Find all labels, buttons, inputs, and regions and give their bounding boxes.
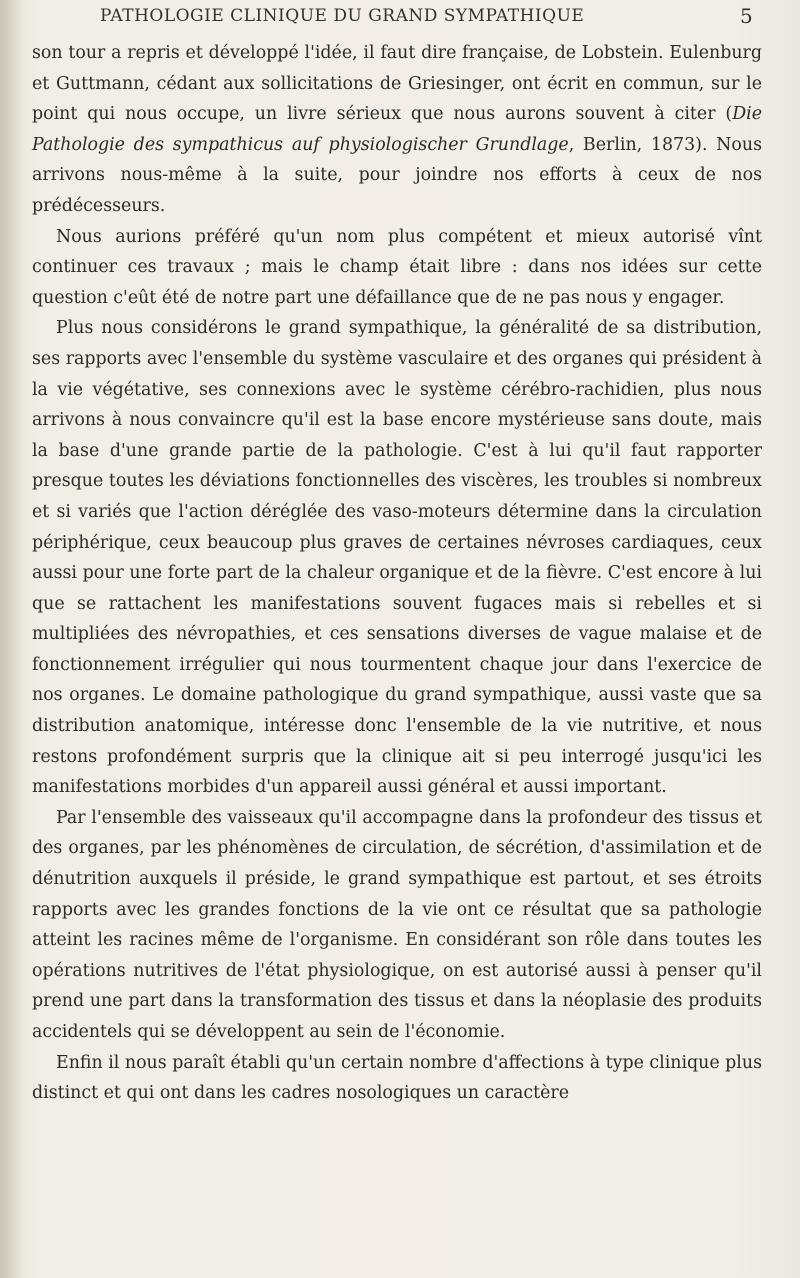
paragraph-4: Par l'ensemble des vaisseaux qu'il accompagne dans la profondeur des tissus et des organes, par les phénomènes de circulation, de sécrétion, d'assimilation et de dénutrition auxquels il préside, le grand sympathique est partout, et ses étroits rapports avec les grandes fonctions de la vie ont ce résultat que sa pathologie atteint les racines même de l'organisme. En considérant son rôle dans toutes les opérations nutritives de l'état physiologique, on est autorisé aussi à penser qu'il prend une part dans la transformation des tissus et dans la néoplasie des produits accidentels qui se développent au sein de l'économie.	[32, 807, 762, 1042]
paragraph-1	[32, 38, 762, 222]
paragraph-1-text-end: , Berlin, 1873). Nous arrivons nous-même à la suite, pour joindre nos efforts à ceux de nos prédécesseurs.	[32, 134, 762, 216]
page-number: 5	[740, 4, 753, 28]
binding-shadow	[0, 0, 24, 1278]
paragraph-5: Enfin il nous paraît établi qu'un certain nombre d'affections à type clinique plus distinct et qui ont dans les cadres nosologiques un caractère	[32, 1052, 762, 1104]
paragraph-3: Plus nous considérons le grand sympathique, la généralité de sa distribution, ses rapports avec l'ensemble du système vasculaire et des organes qui président à la vie végétative, ses connexions avec le système cérébro-rachidien, plus nous arrivons à nous convaincre qu'il est la base encore mystérieuse sans doute, mais la base d'une grande partie de la pathologie. C'est à lui qu'il faut rapporter presque toutes les déviations fonctionnelles des viscères, les troubles si nombreux et si variés que l'action déréglée des vaso-moteurs détermine dans la circulation périphérique, ceux beaucoup plus graves de certaines névroses cardiaques, ceux aussi pour une forte part de la chaleur organique et de la fièvre. C'est encore à lui que se rattachent les manifestations souvent fugaces mais si rebelles et si multipliées des névropathies, et ces sensations diverses de vague malaise et de fonctionnement irrégulier qui nous tourmentent chaque jour dans l'exercice de nos organes. Le domaine pathologique du grand sympathique, aussi vaste que sa distribution anatomique, intéresse donc l'ensemble de la vie nutritive, et nous restons profondément surpris que la clinique ait si peu interrogé jusqu'ici les manifestations morbides d'un appareil aussi général et aussi important.	[32, 318, 762, 798]
paragraph-2: Nous aurions préféré qu'un nom plus compétent et mieux autorisé vînt continuer ces travaux ; mais le champ était libre : dans nos idées sur cette question c'eût été de notre part une défaillance que de ne pas nous y engager.	[32, 226, 762, 308]
paragraph-1-text-start: son tour a repris et développé l'idée, il faut dire française, de Lobstein. Eulenburg et Guttmann, cédant aux sollicitations de Griesinger, ont écrit en commun, sur le point qui nous occupe, un livre sérieux que nous aurons souvent à citer (	[32, 43, 762, 125]
running-header: PATHOLOGIE CLINIQUE DU GRAND SYMPATHIQUE	[100, 6, 585, 26]
body-text	[32, 38, 762, 1109]
book-title-citation: Die Pathologie des sympathicus auf physiologischer Grundlage	[32, 104, 762, 155]
